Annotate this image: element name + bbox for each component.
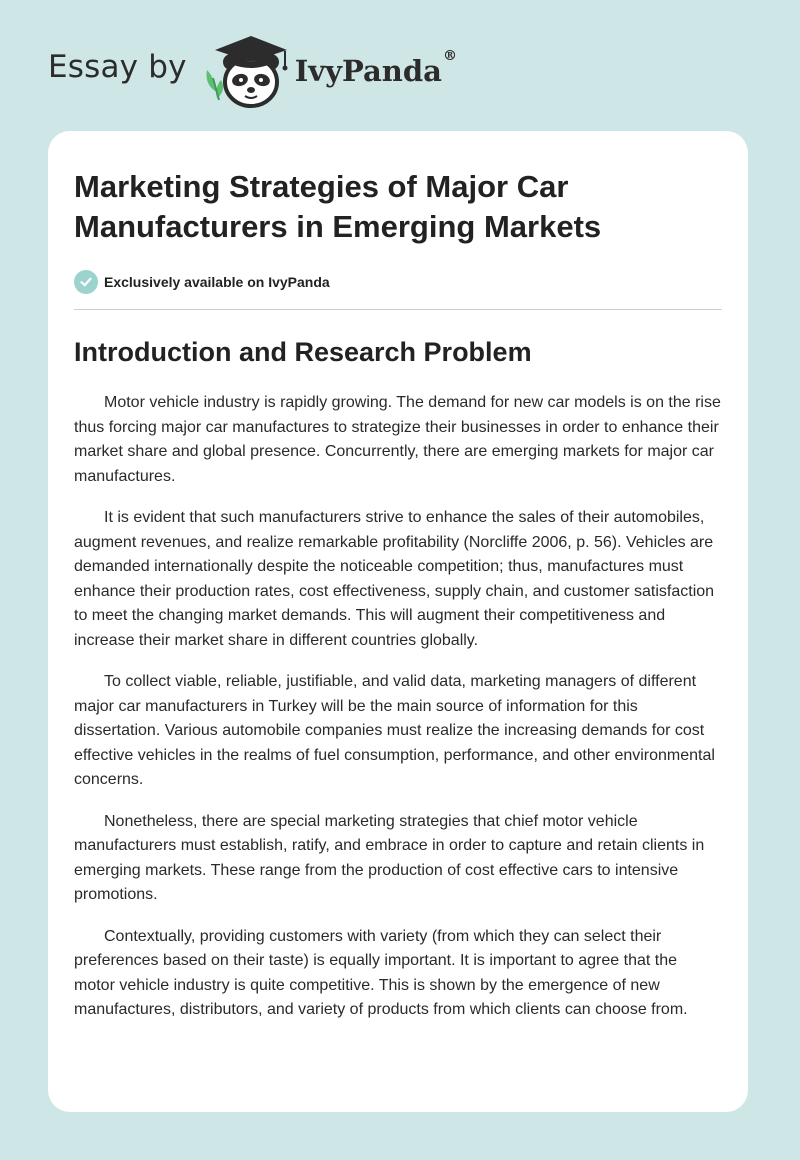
site-logo[interactable] [48, 30, 457, 110]
paragraph: Motor vehicle industry is rapidly growing. The demand for new car models is on the rise thus forcing major car manufactures to strategize their businesses in order to enhance their market share and global presence. Concurrently, there are emerging markets for major car manufactures. [74, 394, 721, 485]
panda-graduation-cap-icon [201, 30, 293, 110]
exclusive-badge [74, 269, 722, 295]
article-card [48, 131, 748, 1112]
check-icon [74, 270, 98, 294]
registered-mark: ® [442, 48, 457, 64]
brand-prefix: Essay by [48, 49, 187, 85]
brand-name: IvyPanda® [294, 48, 457, 88]
paragraph: Nonetheless, there are special marketing strategies that chief motor vehicle manufacturers must establish, ratify, and embrace in order to capture and retain clients in emerging markets. These range from the production of cost effective cars to intensive promotions. [74, 812, 705, 903]
paragraph: Contextually, providing customers with variety (from which they can select their preferences based on their taste) is equally important. It is important to agree that the motor vehicle industry is quite competitive. This is shown by the emergence of new manufactures, distributors, and variety of products from which clients can choose from. [74, 927, 688, 1018]
section-title: Introduction and Research Problem [74, 337, 532, 367]
exclusive-badge-text: Exclusively available on IvyPanda [104, 274, 330, 290]
title-divider [74, 309, 722, 310]
article-title: Marketing Strategies of Major Car Manufacturers in Emerging Markets [74, 169, 602, 244]
paragraph: To collect viable, reliable, justifiable, and valid data, marketing managers of different major car manufacturers in Turkey will be the main source of information for this dissertation. Various automobile companies must realize the increasing demands for cost effective vehicles in the realms of fuel consumption, performance, and other environmental concerns. [74, 673, 715, 788]
paragraph: It is evident that such manufacturers strive to enhance the sales of their automobiles, augment revenues, and realize remarkable profitability (Norcliffe 2006, p. 56). Vehicles are demanded internationally despite the noticeable competition; thus, manufactures must enhance their production rates, cost effectiveness, supply chain, and customer satisfaction to meet the changing market demands. This will augment their competitiveness and increase their market share in different countries globally. [74, 509, 715, 649]
article-body [74, 391, 722, 1023]
